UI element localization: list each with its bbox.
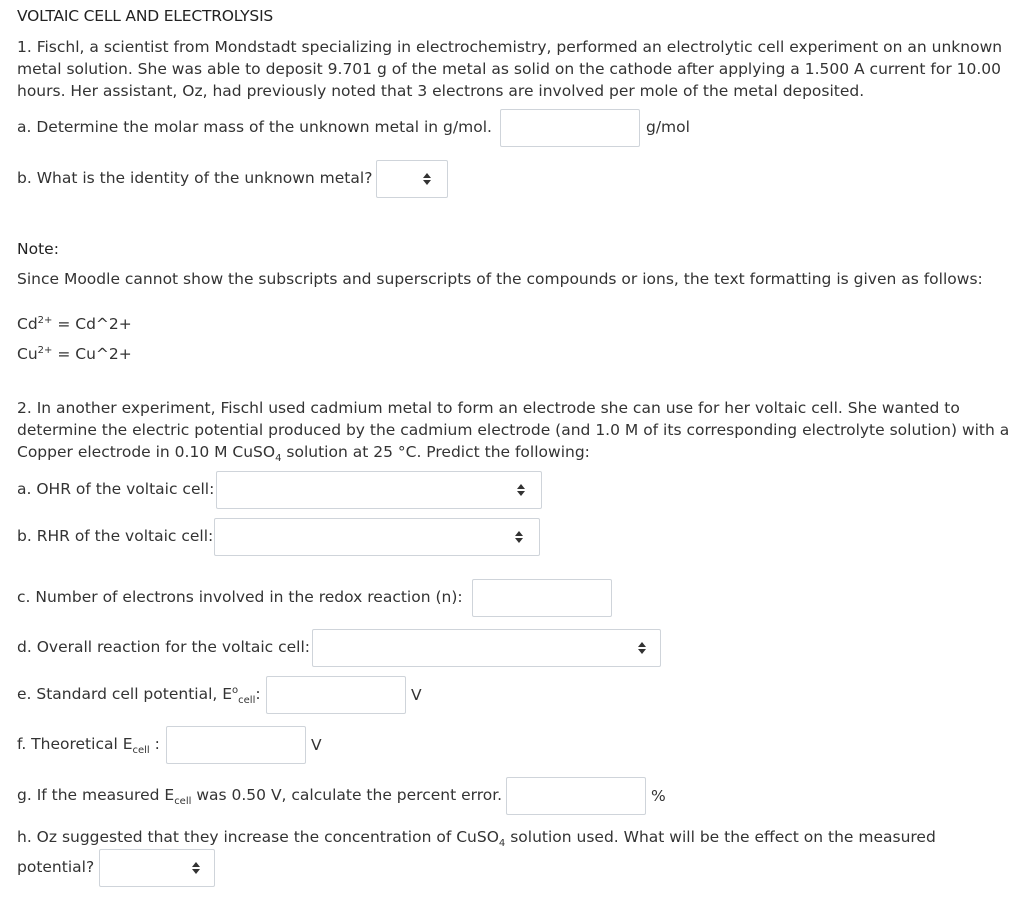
q2c-label: c. Number of electrons involved in the redox reaction (n): — [17, 588, 463, 606]
cu-equivalent: = Cu^2+ — [52, 345, 132, 363]
select-arrows-icon — [517, 484, 525, 496]
q2f-subscript: cell — [132, 745, 150, 757]
q2d-overall-reaction-select[interactable] — [312, 629, 661, 667]
question-1-text: 1. Fischl, a scientist from Mondstadt specializing in electrochemistry, performed an electrolytic cell experiment on an unknown metal solution. She was able to deposit 9.701 g of the metal as solid on the cathode after applying a 1.500 A current for 10.00 hours. Her assistant, Oz, had previously noted that 3 electrons are involved per mole of the metal deposited. — [17, 38, 1003, 100]
note-heading: Note: — [17, 240, 59, 258]
q2g-label — [17, 786, 503, 808]
note-text: Since Moodle cannot show the subscripts and superscripts of the compounds or ions, the text formatting is given as follows: — [17, 270, 983, 288]
q1a-unit: g/mol — [646, 118, 690, 136]
q2b-rhr-select[interactable] — [214, 518, 540, 556]
q2f-unit: V — [311, 736, 322, 754]
q2h-label-line1 — [17, 828, 936, 850]
cu-charge: 2+ — [37, 344, 53, 356]
q1a-label: a. Determine the molar mass of the unknown metal in g/mol. — [17, 118, 492, 136]
q2a-ohr-select[interactable] — [216, 471, 542, 509]
select-arrows-icon — [515, 531, 523, 543]
cu-symbol: Cu — [17, 345, 38, 363]
question-2-subscript: 4 — [275, 453, 282, 463]
cd-charge: 2+ — [37, 314, 53, 326]
q2h-label-text: h. Oz suggested that they increase the concentration of CuSO — [17, 828, 499, 846]
q2b-label: b. RHR of the voltaic cell: — [17, 527, 214, 545]
question-2-text-part1: 2. In another experiment, Fischl used cadmium metal to form an electrode she can use for her voltaic cell. She wanted to determine the electric potential produced by the cadmium electrode (and 1.0 M of its corresponding electrolyte solution) with a Copper electrode in 0.10 M CuSO — [17, 399, 1010, 461]
q2e-label-text: e. Standard cell potential, E — [17, 685, 233, 703]
q2h-subscript: 4 — [498, 838, 506, 850]
q1b-label: b. What is the identity of the unknown metal? — [17, 169, 373, 187]
q2g-label-text: g. If the measured E — [17, 786, 175, 804]
select-arrows-icon — [192, 862, 200, 874]
q2e-standard-potential-input[interactable] — [266, 676, 406, 714]
q2g-label-rest: was 0.50 V, calculate the percent error. — [191, 786, 503, 804]
q2e-label — [17, 684, 261, 707]
q2f-label-text: f. Theoretical E — [17, 735, 133, 753]
cd-symbol: Cd — [17, 315, 38, 333]
note-cu-formatting — [17, 345, 132, 363]
q2d-label: d. Overall reaction for the voltaic cell: — [17, 638, 311, 656]
page-title: VOLTAIC CELL AND ELECTROLYSIS — [17, 7, 274, 25]
note-cd-formatting — [17, 315, 132, 333]
select-arrows-icon — [423, 173, 431, 185]
q2e-unit: V — [411, 686, 422, 704]
q2f-label-colon: : — [149, 735, 160, 753]
q2e-superscript: o — [232, 684, 239, 696]
question-2-text — [17, 397, 1017, 463]
q2f-label — [17, 735, 160, 757]
q1b-metal-select[interactable] — [376, 160, 448, 198]
select-arrows-icon — [638, 642, 646, 654]
q2g-subscript: cell — [174, 796, 192, 808]
q2e-label-colon: : — [255, 685, 261, 703]
q2e-subscript: cell — [238, 695, 256, 707]
q2f-theoretical-potential-input[interactable] — [166, 726, 306, 764]
q2h-label-rest: solution used. What will be the effect on the measured — [505, 828, 936, 846]
q2c-electrons-input[interactable] — [472, 579, 612, 617]
q2a-label: a. OHR of the voltaic cell: — [17, 480, 215, 498]
q2h-effect-select[interactable] — [99, 849, 215, 887]
q2h-label-line2: potential? — [17, 858, 95, 876]
question-2-text-part2: solution at 25 °C. Predict the following: — [281, 443, 590, 461]
q2g-unit: % — [651, 787, 666, 805]
cd-equivalent: = Cd^2+ — [52, 315, 132, 333]
q1a-molar-mass-input[interactable] — [500, 109, 640, 147]
q2g-percent-error-input[interactable] — [506, 777, 646, 815]
